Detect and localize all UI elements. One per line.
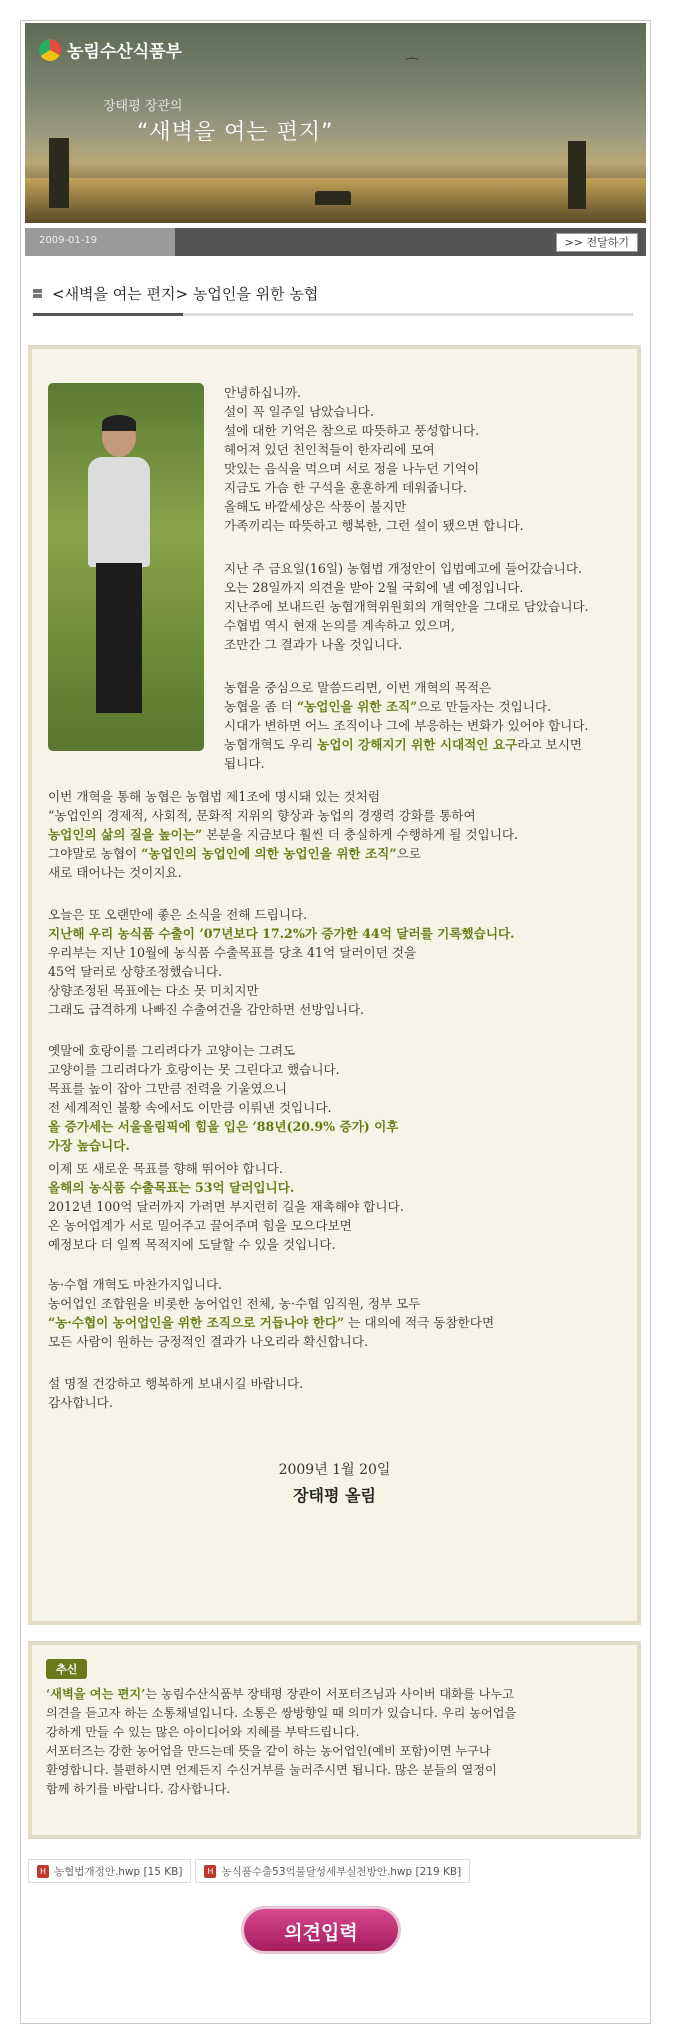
- letter-paragraph: 이번 개혁을 통해 농협은 농협법 제1조에 명시돼 있는 것처럼 “농업인의 경제적, 사회적, 문화적 지위의 향상과 농업의 경쟁력 강화를 통하여 농업인의 삶의 질을 높이는” 본분을 지금보다 훨씬 더 충실하게 수행하게 될 것입니다. 그야말로 농협이 “농업인의 농업인에 의한 농업인을 위한 조직”으로 새로 태어나는 것이지요.: [48, 789, 519, 880]
- letter-paragraph: 옛말에 호랑이를 그리려다가 고양이는 그려도 고양이를 그리려다가 호랑이는 못 그린다고 했습니다. 목표를 높이 잡아 그만큼 전력을 기울였으니 전 세계적인 불황 속에서도 이만큼 이뤄낸 것입니다. 올 증가세는 서울올림픽에 힘을 입은 ’88년(20.9% 증가) 이후 가장 높습니다.: [48, 1043, 399, 1153]
- letter-closing: 설 명절 건강하고 행복하게 보내시길 바랍니다. 감사합니다.: [48, 1376, 304, 1410]
- forward-button[interactable]: >> 전달하기: [556, 233, 638, 252]
- toolbar: [25, 228, 646, 256]
- letter-paragraph: 농·수협 개혁도 마찬가지입니다. 농어업인 조합원을 비롯한 농어업인 전체, 농·수협 임직원, 정부 모두 “농·수협이 농어업인을 위한 조직으로 거듭나야 한다” 는 대의에 적극 동참한다면 모든 사람이 원하는 긍정적인 결과가 나오리라 확신합니다.: [48, 1277, 495, 1349]
- hwp-file-icon: H: [204, 1865, 216, 1878]
- minister-photo: [48, 383, 204, 751]
- postscript-text: ‘새벽을 여는 편지’는 농림수산식품부 장태평 장관이 서포터즈님과 사이버 대화를 나누고 의견을 듣고자 하는 소통채널입니다. 소통은 쌍방향일 때 의미가 있습니다. 우리 농어업을 강하게 만들 수 있는 많은 아이디어와 지혜를 부탁드립니다. 서포터즈는 강한 농어업을 만드는데 뜻을 같이 하는 농어업인(예비 포함)이면 누구나 환영합니다. 불편하시면 언제든지 수신거부를 눌러주시면 됩니다. 많은 분들의 열정이 함께 하기를 바랍니다. 감사합니다.: [46, 1687, 517, 1796]
- title-divider: [33, 313, 633, 316]
- letter-paragraph: 오늘은 또 오랜만에 좋은 소식을 전해 드립니다. 지난해 우리 농식품 수출이 ’07년보다 17.2%가 증가한 44억 달러를 기록했습니다. 우리부는 지난 10월에 농식품 수출목표를 당초 41억 달러이던 것을 45억 달러로 상향조정했습니다. 상향조정된 목표에는 다소 못 미치지만 그래도 급격하게 나빠진 수출여건을 감안하면 선방입니다.: [48, 907, 515, 1017]
- signature-name: 장태평 올림: [293, 1486, 376, 1505]
- lighthouse-right: [568, 141, 586, 209]
- letter-paragraph: 농협을 중심으로 말씀드리면, 이번 개혁의 목적은 농협을 좀 더 “농업인을 위한 조직”으로 만들자는 것입니다. 시대가 변하면 어느 조직이나 그에 부응하는 변화가 있어야 합니다. 농협개혁도 우리 농업이 강해지기 위한 시대적인 요구라고 보시면 됩니다.: [224, 680, 589, 771]
- post-title: [33, 283, 318, 304]
- banner-subtitle: 장태평 장관의: [103, 99, 183, 114]
- attachment-link[interactable]: H 농식품수출53억불달성세부실천방안.hwp [219 KB]: [195, 1859, 470, 1883]
- header-banner: [25, 23, 646, 223]
- hwp-file-icon: H: [37, 1865, 49, 1878]
- postscript-box: [28, 1641, 641, 1839]
- letter-paragraph: 이제 또 새로운 목표를 향해 뛰어야 합니다. 올해의 농식품 수출목표는 53억 달러입니다. 2012년 100억 달러까지 가려면 부지런히 길을 재촉해야 합니다. 온 농어업계가 서로 밀어주고 끌어주며 힘을 모으다보면 예정보다 더 일찍 목적지에 도달할 수 있을 것입니다.: [48, 1161, 404, 1252]
- post-date: 2009-01-19: [39, 235, 98, 246]
- letter-paragraph: 지난 주 금요일(16일) 농협법 개정안이 입법예고에 들어갔습니다. 오는 28일까지 의견을 받아 2월 국회에 낼 예정입니다. 지난주에 보내드린 농협개혁위원회의 개혁안을 그대로 담았습니다. 수협법 역시 현재 논의를 계속하고 있으며, 조만간 그 결과가 나올 것입니다.: [224, 561, 589, 652]
- banner-title: “새벽을 여는 편지”: [137, 120, 334, 145]
- lighthouse-left: [49, 138, 69, 208]
- letter-body: [28, 345, 641, 1625]
- newsletter-frame: [20, 20, 651, 2024]
- logo-text: 농림수산식품부: [67, 42, 182, 62]
- ministry-logo-icon: [39, 39, 61, 61]
- ministry-logo: [39, 37, 182, 62]
- attachments: [28, 1859, 470, 1883]
- title-bullet-icon: [33, 289, 42, 298]
- postscript-badge: 추신: [46, 1659, 87, 1679]
- attachment-link[interactable]: H 농협법개정안.hwp [15 KB]: [28, 1859, 191, 1883]
- opinion-button[interactable]: 의견입력: [241, 1906, 401, 1954]
- letter-paragraph: 안녕하십니까. 설이 꼭 일주일 남았습니다. 설에 대한 기억은 참으로 따뜻하고 풍성합니다. 헤어져 있던 친인척들이 한자리에 모여 맛있는 음식을 먹으며 서로 정을 나누던 기억이 지금도 가슴 한 구석을 훈훈하게 데워줍니다. 올해도 바깥세상은 삭풍이 불지만 가족끼리는 따뜻하고 행복한, 그런 설이 됐으면 합니다.: [224, 385, 524, 533]
- post-title-text: <새벽을 여는 편지> 농업인을 위한 농협: [52, 285, 319, 303]
- bird-icon: ⌒: [405, 58, 419, 74]
- letter-signature: [32, 1459, 637, 1506]
- ship-image: [315, 191, 351, 205]
- letter-date: 2009년 1월 20일: [278, 1462, 391, 1478]
